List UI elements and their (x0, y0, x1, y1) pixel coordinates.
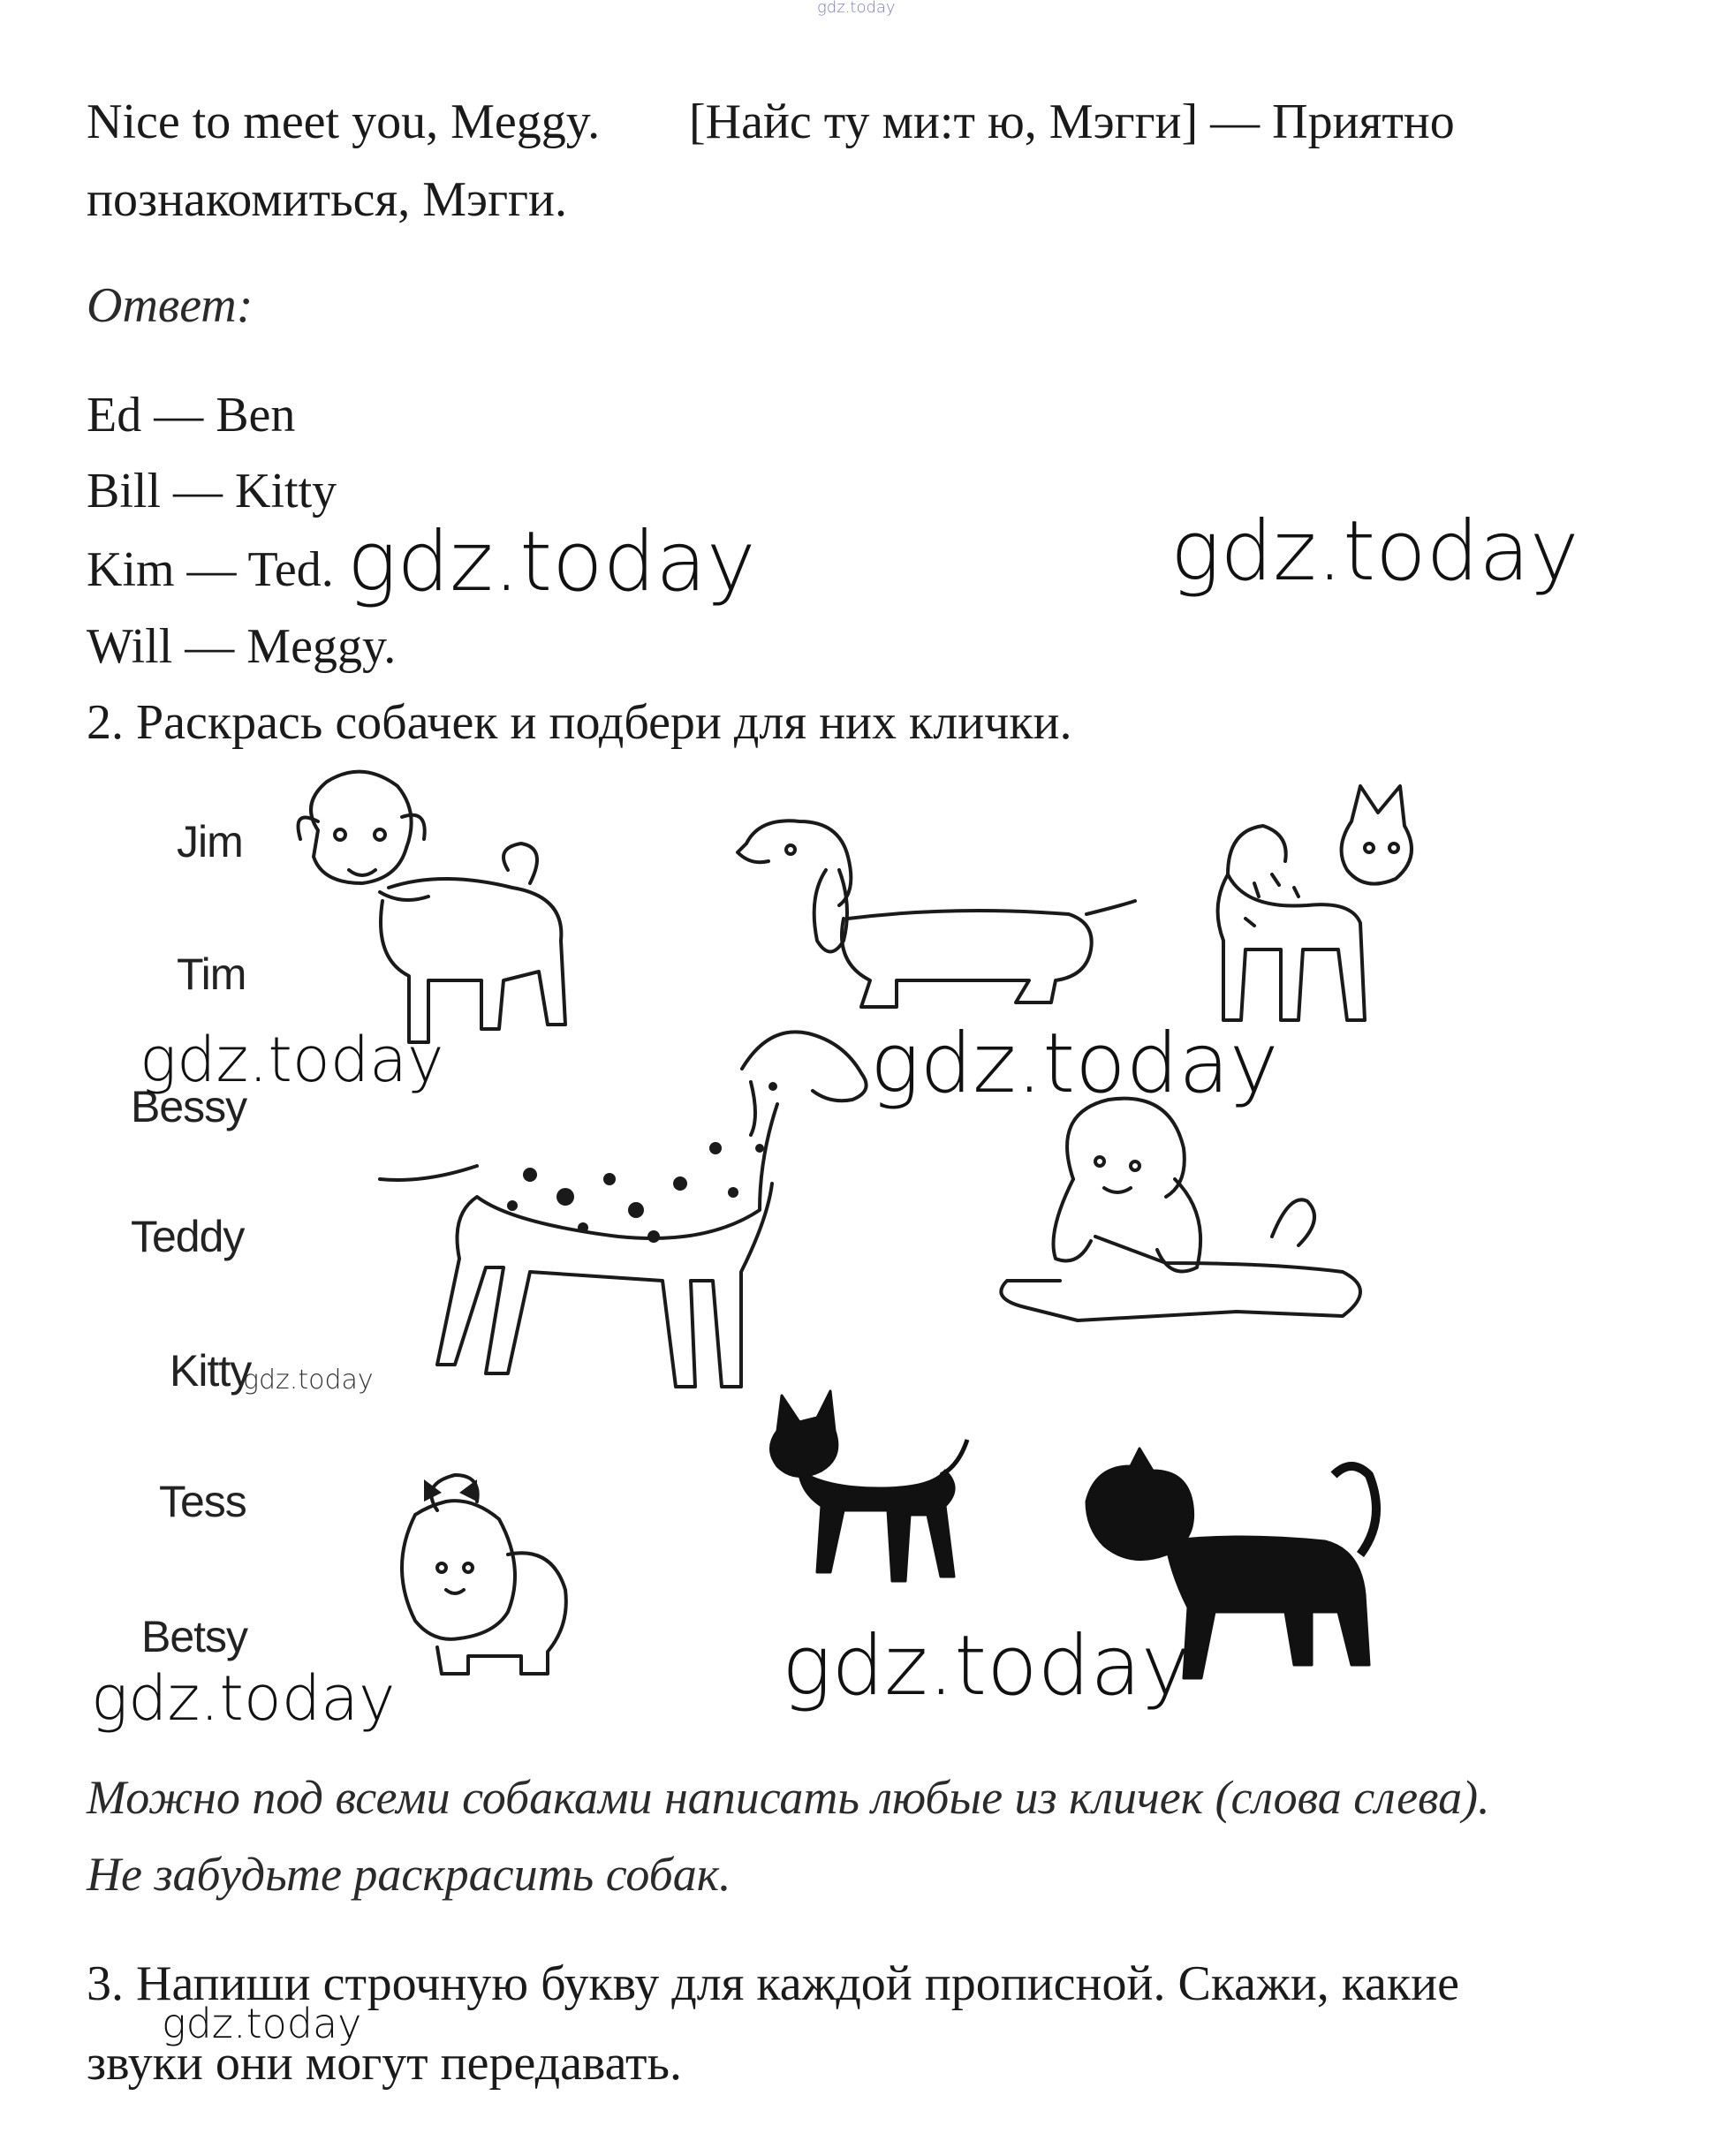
dalmatian-spots (507, 1082, 777, 1243)
pug-drawing (299, 772, 566, 1042)
phrase-translation: [Найс ту ми:т ю, Мэгги] — Приятно (689, 95, 1455, 149)
watermark: gdz.today (870, 1016, 1279, 1112)
task-2-heading: 2. Раскрась собачек и подбери для них клички. (87, 695, 1072, 750)
dog-name: Betsy (141, 1612, 248, 1661)
spaniel-drawing (1001, 1099, 1360, 1320)
answer-pair: Bill — Kitty (87, 464, 337, 518)
phrase-english: Nice to meet you, Meggy. (87, 95, 601, 149)
dog-name: Jim (177, 817, 243, 866)
phrase-translation-cont: познакомиться, Мэгги. (87, 172, 567, 227)
note-line: Можно под всеми собаками написать любые из кличек (слова слева). (87, 1771, 1490, 1824)
dalmatian-drawing (380, 1032, 867, 1387)
dog-name: Tess (159, 1477, 246, 1526)
task-3-heading: 3. Напиши строчную букву для каждой прописной. Скажи, какие (87, 1956, 1459, 2011)
watermark: gdz.today (91, 1662, 396, 1735)
watermark: gdz.today (162, 2000, 362, 2047)
chihuahua-drawing (1218, 786, 1412, 1020)
toy-terrier-drawing (771, 1391, 968, 1581)
watermark: gdz.today (243, 1365, 374, 1396)
answer-pair: Will — Meggy. (87, 619, 397, 674)
top-watermark: gdz.today (817, 0, 896, 17)
shih-tzu-drawing (402, 1475, 566, 1674)
watermark: gdz.today (782, 1618, 1191, 1714)
watermark: gdz.today (140, 1024, 444, 1096)
watermark: gdz.today (1170, 503, 1579, 600)
dachshund-drawing (738, 821, 1135, 1007)
note-line: Не забудьте раскрасить собак. (87, 1848, 731, 1901)
watermark: gdz.today (347, 514, 756, 610)
dog-name: Teddy (131, 1212, 245, 1261)
dog-name: Tim (177, 949, 246, 999)
answer-pair: Ed — Ben (87, 388, 296, 443)
task-3-heading-cont: звуки они могут передавать. (87, 2036, 683, 2091)
dog-name: Kitty (170, 1346, 252, 1396)
dog-name: Bessy (131, 1082, 247, 1131)
answer-label: Ответ: (87, 278, 254, 333)
answer-pair: Kim — Ted. (87, 542, 334, 597)
